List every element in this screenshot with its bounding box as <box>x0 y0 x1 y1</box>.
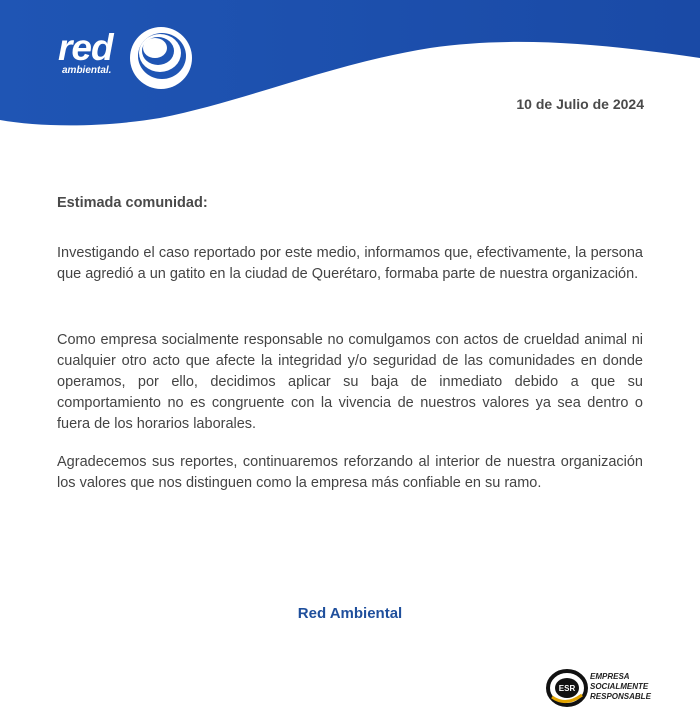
logo-subword: ambiental. <box>62 65 112 76</box>
logo-wordmark: red <box>58 27 113 68</box>
letter-date: 10 de Julio de 2024 <box>516 96 644 112</box>
logo-swirl-icon <box>128 25 194 91</box>
letter-greeting: Estimada comunidad: <box>57 195 208 211</box>
letter-signature: Red Ambiental <box>297 605 403 622</box>
letter-paragraph: Investigando el caso reportado por este medio, informamos que, efectivamente, la persona que agredió a un gatito en la ciudad de Querétaro, formaba parte de nuestra organización. <box>57 245 643 282</box>
esr-line: EMPRESA <box>590 672 630 681</box>
letter-paragraph: Como empresa socialmente responsable no comulgamos con actos de crueldad animal ni cualquier otro acto que afecte la integridad y/o seguridad de las comunidades en donde operamos, por ello, decidimos aplicar su baja de inmediato debido a que su comportamiento no es congruente con la vivencia de nuestros valores ya sea dentro o fuera de los horarios laborales. <box>57 332 643 432</box>
letter-paragraph: Agradecemos sus reportes, continuaremos reforzando al interior de nuestra organización los valores que nos distinguen como la empresa más confiable en su ramo. <box>57 454 643 491</box>
esr-emblem-text: ESR <box>558 684 576 693</box>
esr-badge <box>546 667 666 709</box>
esr-line: SOCIALMENTE <box>590 682 649 691</box>
red-ambiental-logo <box>58 26 198 96</box>
esr-distinction-icon <box>546 667 588 709</box>
esr-text <box>590 672 651 702</box>
esr-line: RESPONSABLE <box>590 692 651 701</box>
